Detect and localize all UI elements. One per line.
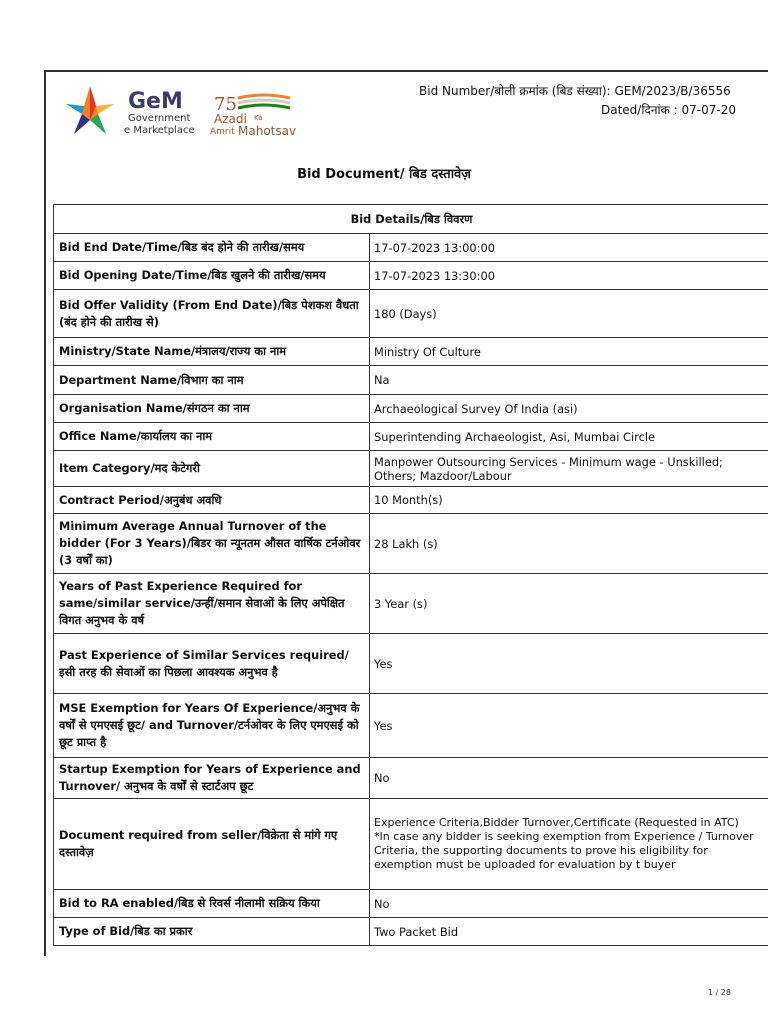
row-value: 10 Month(s)	[374, 493, 443, 507]
table-row	[54, 799, 768, 890]
row-value: Ministry Of Culture	[374, 344, 481, 359]
dated-label: Dated/दिनांक :	[601, 103, 678, 117]
table-row	[54, 514, 768, 574]
document-title: Bid Document/ बिड दस्तावेज़	[297, 167, 471, 182]
table-row	[54, 487, 768, 514]
row-value: 28 Lakh (s)	[374, 536, 438, 551]
table-row	[54, 423, 768, 451]
table-row	[54, 262, 768, 290]
row-value: Yes	[374, 718, 393, 733]
row-label: Type of Bid/बिड का प्रकार	[54, 918, 370, 945]
bid-number	[419, 82, 768, 99]
table-row	[54, 694, 768, 758]
row-label: Bid End Date/Time/बिड बंद होने की तारीख/समय	[54, 234, 370, 261]
row-label: Startup Exemption for Years of Experience and Turnover/ अनुभव के वर्षों से स्टार्टअप छूट	[54, 758, 370, 798]
row-value: No	[374, 896, 390, 911]
row-label: Ministry/State Name/मंत्रालय/राज्य का नाम	[54, 338, 370, 365]
gem-logo	[62, 82, 202, 142]
row-value: Two Packet Bid	[374, 924, 459, 939]
gem-logo-sub2: e Marketplace	[124, 125, 195, 136]
row-label: Organisation Name/संगठन का नाम	[54, 395, 370, 422]
row-value: 17-07-2023 13:30:00	[374, 268, 495, 283]
table-row	[54, 634, 768, 694]
row-label: Document required from seller/विक्रेता से मांगे गए दस्तावेज़	[54, 799, 370, 889]
bid-details-table	[53, 204, 768, 946]
azadi-logo-line3: Amrit	[210, 127, 235, 137]
row-label: Years of Past Experience Required for same/similar service/उन्हीं/समान सेवाओं के लिए अपेक्षित विगत अनुभव के वर्ष	[54, 574, 370, 633]
table-row	[54, 574, 768, 634]
page-number: 1 / 28	[707, 988, 731, 997]
table-row	[54, 395, 768, 423]
row-value: Archaeological Survey Of India (asi)	[374, 401, 578, 416]
tricolor-icon	[238, 95, 290, 108]
table-row	[54, 451, 768, 487]
row-label: Past Experience of Similar Services required/इसी तरह की सेवाओं का पिछला आवश्यक अनुभव है	[54, 634, 370, 693]
row-value: Na	[374, 373, 390, 387]
bid-number-label: Bid Number/बोली क्रमांक (बिड संख्या):	[419, 84, 611, 98]
row-label: Office Name/कार्यालय का नाम	[54, 423, 370, 450]
row-value: 17-07-2023 13:00:00	[374, 240, 495, 255]
table-header-row	[54, 205, 768, 234]
row-value: Yes	[374, 656, 393, 671]
table-header: Bid Details/बिड विवरण	[350, 211, 473, 226]
gem-star-icon	[66, 86, 114, 134]
row-label: MSE Exemption for Years Of Experience/अनुभव के वर्षों से एमएसई छूट/ and Turnover/टर्नओवर के लिए एमएसई को छूट प्राप्त है	[54, 694, 370, 757]
table-row	[54, 234, 768, 262]
azadi-logo-line1: Azadi	[214, 112, 247, 126]
row-value: 3 Year (s)	[374, 596, 428, 611]
table-row	[54, 290, 768, 338]
row-label: Department Name/विभाग का नाम	[54, 366, 370, 394]
gem-logo-sub1: Government	[128, 113, 191, 124]
bid-date	[601, 101, 768, 118]
row-label: Bid Offer Validity (From End Date)/बिड पेशकश वैधता (बंद होने की तारीख से)	[54, 290, 370, 337]
azadi-logo-line4: Mahotsav	[238, 124, 297, 138]
table-row	[54, 366, 768, 395]
table-row	[54, 758, 768, 799]
row-label: Bid to RA enabled/बिड से रिवर्स नीलामी सक्रिय किया	[54, 890, 370, 917]
row-label: Contract Period/अनुबंध अवधि	[54, 487, 370, 513]
table-row	[54, 890, 768, 918]
table-row	[54, 338, 768, 366]
row-value: No	[374, 771, 390, 785]
row-label: Item Category/मद केटेगरी	[54, 451, 370, 486]
dated-value: 07-07-20	[681, 103, 736, 117]
row-value: Manpower Outsourcing Services - Minimum wage - Unskilled; Others; Mazdoor/Labour	[374, 454, 723, 483]
row-value: 180 (Days)	[374, 306, 437, 321]
bid-number-value: GEM/2023/B/36556	[614, 84, 731, 98]
table-row	[54, 918, 768, 946]
row-label: Bid Opening Date/Time/बिड खुलने की तारीख/समय	[54, 262, 370, 289]
azadi-logo-line2: Ka	[254, 114, 263, 122]
row-value: Experience Criteria,Bidder Turnover,Certificate (Requested in ATC) *In case any bidder is seeking exemption from Experience / Turnover Criteria, the supporting documents to prove his eligibility for exemption must be uploaded for evaluation by t buyer	[374, 816, 754, 871]
row-value: Superintending Archaeologist, Asi, Mumbai Circle	[374, 429, 656, 444]
row-label: Minimum Average Annual Turnover of the bidder (For 3 Years)/बिडर का न्यूनतम औसत वार्षिक टर्नओवर (3 वर्षों का)	[54, 514, 370, 573]
azadi-logo-number: 75	[214, 94, 237, 115]
azadi-ka-amrit-mahotsav-logo	[208, 90, 308, 138]
gem-logo-name: GeM	[128, 89, 183, 114]
